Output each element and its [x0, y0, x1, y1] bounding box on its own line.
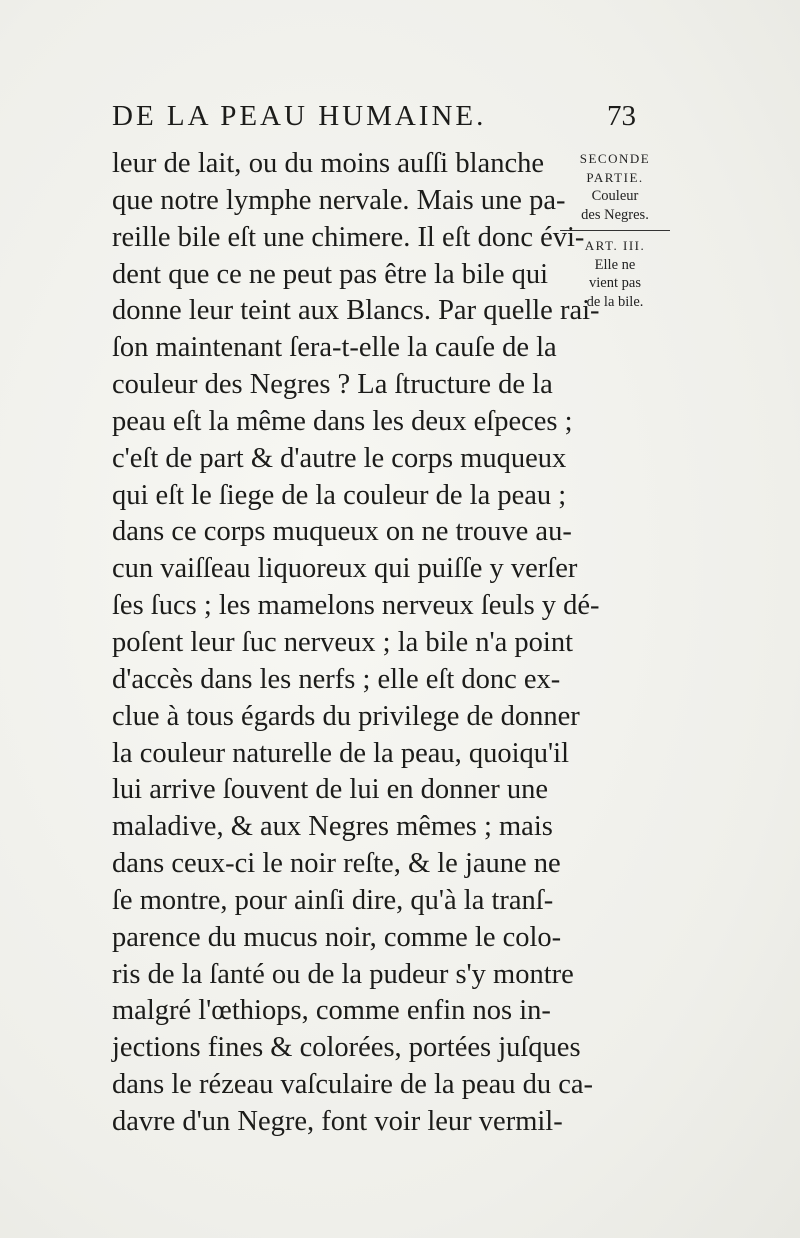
text-line: ſe montre, pour ainſi dire, qu'à la tranſ- — [112, 884, 554, 916]
text-line: lui arrive ſouvent de lui en donner une — [112, 774, 549, 806]
text-line: dans le rézeau vaſculaire de la peau du ca- — [112, 1069, 594, 1101]
margin-note-section-line: Couleur — [591, 188, 639, 204]
text-line: que notre lymphe nervale. Mais une pa- — [112, 184, 566, 216]
running-head-title: DE LA PEAU HUMAINE. — [112, 100, 487, 132]
margin-note-section-line: SECONDE — [579, 151, 651, 166]
body-text — [112, 146, 600, 1141]
text-line: poſent leur ſuc nerveux ; la bile n'a point — [112, 626, 573, 658]
text-line: clue à tous égards du privilege de donner — [112, 700, 580, 732]
margin-note-section-line: des Negres. — [581, 206, 649, 223]
text-line: ſes ſucs ; les mamelons nerveux ſeuls y dé- — [112, 590, 600, 622]
text-line: couleur des Negres ? La ſtructure de la — [112, 369, 553, 401]
text-line: jections fines & colorées, portées juſques — [112, 1032, 581, 1064]
text-line: parence du mucus noir, comme le colo- — [112, 921, 562, 953]
text-line: davre d'un Negre, font voir leur vermil- — [112, 1105, 563, 1137]
text-line: malgré l'œthiops, comme enfin nos in- — [112, 995, 551, 1027]
text-line: reille bile eſt une chimere. Il eſt donc évi- — [112, 221, 585, 253]
margin-note-divider — [560, 230, 670, 231]
text-line: dans ce corps muqueux on ne trouve au- — [112, 516, 572, 548]
margin-note-article-line: Elle ne — [594, 256, 636, 273]
text-line: donne leur teint aux Blancs. Par quelle rai- — [112, 295, 600, 327]
margin-note-article-line: de la bile. — [586, 293, 644, 310]
margin-note-article-line: vient pas — [589, 275, 641, 291]
text-line: dent que ce ne peut pas être la bile qui — [112, 258, 549, 290]
text-line: dans ceux-ci le noir reſte, & le jaune ne — [112, 848, 561, 880]
text-line: leur de lait, ou du moins auſſi blanche — [112, 148, 544, 179]
margin-note-article-line: ART. III. — [584, 238, 646, 253]
running-head — [112, 100, 652, 140]
page-number: 73 — [607, 100, 636, 132]
text-line: c'eſt de part & d'autre le corps muqueux — [112, 442, 567, 474]
text-line: cun vaiſſeau liquoreux qui puiſſe y verſer — [112, 553, 578, 585]
text-line: d'accès dans les nerfs ; elle eſt donc ex- — [112, 663, 561, 695]
margin-note-section-line: PARTIE. — [586, 169, 644, 185]
text-line: qui eſt le ſiege de la couleur de la peau ; — [112, 479, 567, 511]
text-line: ſon maintenant ſera-t-elle la cauſe de la — [112, 332, 557, 364]
text-line: maladive, & aux Negres mêmes ; mais — [112, 811, 553, 843]
margin-notes — [555, 150, 675, 311]
text-line: peau eſt la même dans les deux eſpeces ; — [112, 405, 573, 437]
text-line: ris de la ſanté ou de la pudeur s'y montre — [112, 958, 574, 990]
text-line: la couleur naturelle de la peau, quoiqu'il — [112, 737, 570, 769]
